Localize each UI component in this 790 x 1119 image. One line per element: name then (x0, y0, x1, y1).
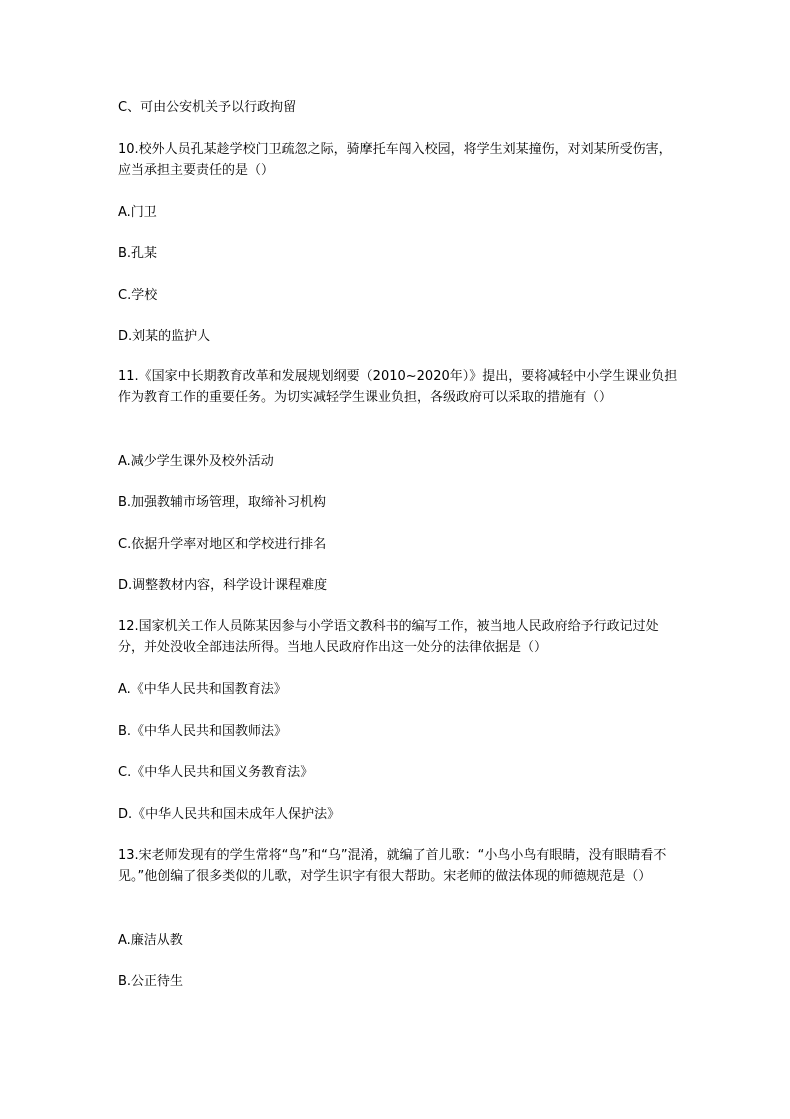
question-11-option-b: B.加强教辅市场管理，取缔补习机构 (118, 495, 327, 510)
question-12-option-b: B.《中华人民共和国教师法》 (118, 724, 288, 739)
question-13-stem: 13.宋老师发现有的学生常将“鸟”和“乌”混淆，就编了首儿歌：“小鸟小鸟有眼睛，没有眼睛看不见。”他创编了很多类似的儿歌，对学生识字有很大帮助。宋老师的做法体现的师德规范是（） (118, 848, 667, 884)
question-11-stem: 11.《国家中长期教育改革和发展规划纲要（2010~2020年）》提出，要将减轻中小学生课业负担作为教育工作的重要任务。为切实减轻学生课业负担，各级政府可以采取的措施有（） (118, 369, 678, 405)
question-11-option-c: C.依据升学率对地区和学校进行排名 (118, 537, 327, 552)
question-10-option-a: A.门卫 (118, 205, 157, 220)
question-12-stem: 12.国家机关工作人员陈某因参与小学语文教科书的编写工作，被当地人民政府给予行政记过处分，并处没收全部违法所得。当地人民政府作出这一处分的法律依据是（） (118, 619, 659, 655)
question-11-option-a: A.减少学生课外及校外活动 (118, 454, 274, 469)
question-12-option-a: A.《中华人民共和国教育法》 (118, 682, 287, 697)
question-10-option-d: D.刘某的监护人 (118, 329, 211, 344)
question-12-option-d: D.《中华人民共和国未成年人保护法》 (118, 807, 341, 822)
question-13-option-b: B.公正待生 (118, 974, 184, 989)
option-c-previous: C、可由公安机关予以行政拘留 (118, 100, 297, 115)
question-10-option-c: C.学校 (118, 288, 158, 303)
question-12-option-c: C.《中华人民共和国义务教育法》 (118, 765, 314, 780)
question-11-option-d: D.调整教材内容，科学设计课程难度 (118, 578, 328, 593)
question-13-option-a: A.廉洁从教 (118, 933, 183, 948)
question-10-option-b: B.孔某 (118, 246, 158, 261)
question-10-stem: 10.校外人员孔某趁学校门卫疏忽之际，骑摩托车闯入校园，将学生刘某撞伤，对刘某所受伤害，应当承担主要责任的是（） (118, 142, 672, 178)
